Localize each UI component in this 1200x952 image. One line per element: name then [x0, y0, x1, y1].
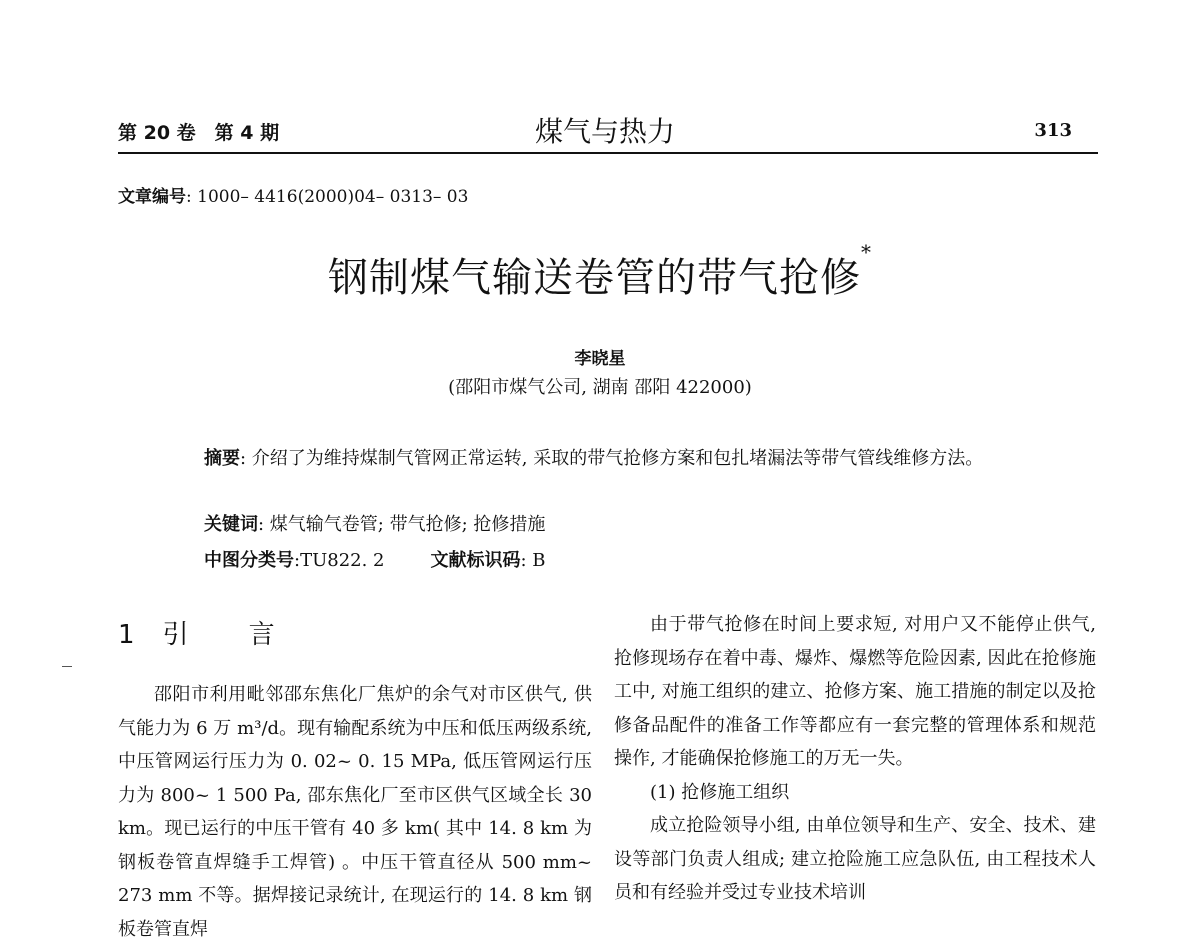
running-header-journal-title: 煤气与热力 — [534, 115, 675, 148]
running-header-volume: 第 20 卷 第 4 期 — [118, 122, 280, 144]
abstract-label: 摘要 — [204, 448, 240, 469]
section-title-part2: 言 — [248, 620, 277, 650]
article-number-value: : 1000– 4416(2000)04– 0313– 03 — [186, 187, 469, 207]
abstract-text: : 介绍了为维持煤制气管网正常运转, 采取的带气抢修方案和包扎堵漏法等带气管线维修方法。 — [240, 448, 984, 469]
right-column — [614, 608, 1096, 910]
keywords-text: : 煤气输气卷管; 带气抢修; 抢修措施 — [258, 514, 546, 535]
right-paragraph-1: 由于带气抢修在时间上要求短, 对用户又不能停止供气, 抢修现场存在着中毒、爆炸、爆燃等危险因素, 因此在抢修施工中, 对施工组织的建立、抢修方案、施工措施的制定以及抢修备品配件的准备工作等都应有一套完整的管理体系和规范操作, 才能确保抢修施工的万无一失。 — [614, 614, 1096, 769]
author: 李晓星 — [574, 349, 626, 369]
doc-code-value: : B — [520, 550, 546, 571]
classification-value: :TU822. 2 — [294, 550, 385, 571]
title-footnote-mark: * — [861, 240, 872, 264]
classification-label: 中图分类号 — [204, 550, 294, 571]
abstract — [204, 442, 1034, 476]
paper-title — [200, 240, 1000, 303]
right-subheading: (1) 抢修施工组织 — [650, 781, 790, 803]
keywords-label: 关键词 — [204, 514, 258, 535]
doc-code-label: 文献标识码 — [430, 550, 521, 571]
affiliation: (邵阳市煤气公司, 湖南 邵阳 422000) — [448, 377, 752, 398]
classification — [204, 546, 546, 572]
left-column — [118, 678, 592, 946]
right-paragraph-2: 成立抢险领导小组, 由单位领导和生产、安全、技术、建设等部门负责人组成; 建立抢险施工应急队伍, 由工程技术人员和有经验并受过专业技术培训 — [614, 815, 1096, 903]
margin-mark — [62, 666, 72, 667]
left-paragraph: 邵阳市利用毗邻邵东焦化厂焦炉的余气对市区供气, 供气能力为 6 万 m³/d。现有输配系统为中压和低压两级系统, 中压管网运行压力为 0. 02~ 0. 15 MPa, 低压管网运行压力为 800~ 1 500 Pa, 邵东焦化厂至市区供气区域全长 30 km。现已运行的中压干管有 40 多 km( 其中 14. 8 km 为钢板卷管直焊缝手工焊管) 。中压干管直径从 500 mm~ 273 mm 不等。据焊接记录统计, 在现运行的 14. 8 km 钢板卷管直焊 — [118, 684, 592, 940]
section-heading-introduction — [118, 614, 277, 651]
header-rule — [118, 152, 1098, 154]
page-number: 313 — [1034, 120, 1072, 141]
section-number: 1 — [118, 620, 137, 650]
article-number — [118, 182, 468, 207]
paper-title-text: 钢制煤气输送卷管的带气抢修 — [328, 255, 861, 301]
keywords — [204, 510, 545, 536]
article-number-label: 文章编号 — [118, 187, 186, 207]
section-title-part1: 引 — [162, 620, 191, 650]
